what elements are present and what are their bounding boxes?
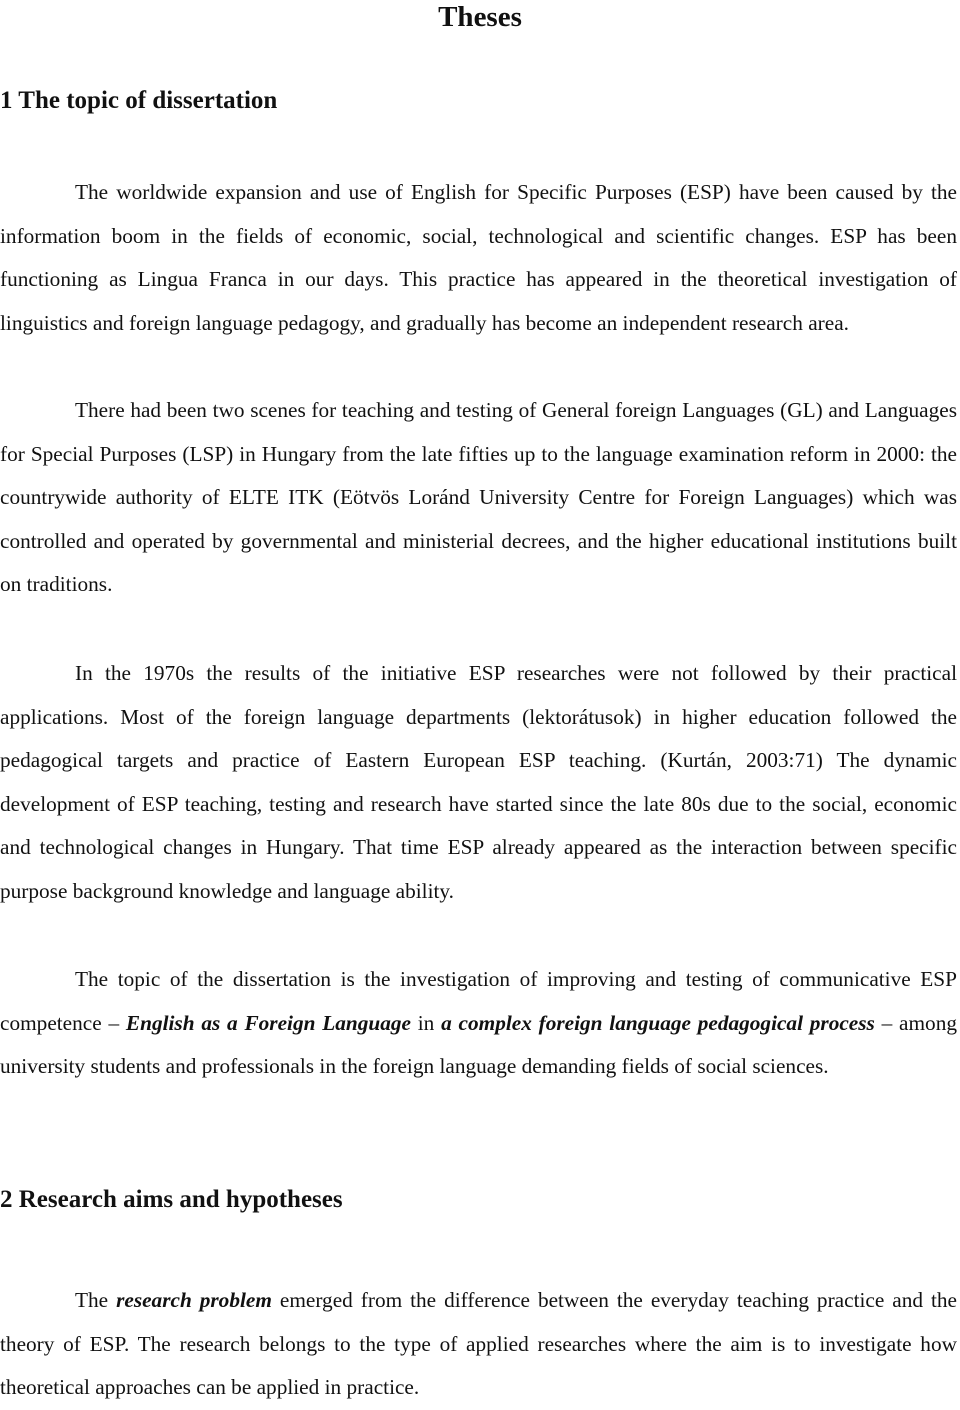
paragraph-dissertation-topic (0, 958, 957, 1089)
topic-emphasis-process: a complex foreign language pedagogical process (441, 1010, 875, 1035)
problem-text-2: emerged from the difference between the everyday teaching practice and the theory of ESP. The research belongs to the type of applied researches where the aim is to investigate how theoretical approaches can be applied in practice. (0, 1288, 957, 1400)
document-title: Theses (438, 1, 522, 33)
problem-text-1: The (75, 1288, 117, 1312)
topic-text-3: – among university students and professionals in the foreign language demanding fields of social sciences. (0, 1010, 957, 1079)
paragraph-esp-expansion: The worldwide expansion and use of English for Specific Purposes (ESP) have been caused by the information boom in the fields of economic, social, technological and scientific changes. ESP has been functioning as Lingua Franca in our days. This practice has appeared in the theoretical investigation of linguistics and foreign language pedagogy, and gradually has become an independent research area. (0, 180, 957, 335)
paragraph-1970s-research: In the 1970s the results of the initiative ESP researches were not followed by their practical applications. Most of the foreign language departments (lektorátusok) in higher education followed the pedagogical targets and practice of Eastern European ESP teaching. (Kurtán, 2003:71) The dynamic development of ESP teaching, testing and research have started since the late 80s due to the social, economic and technological changes in Hungary. That time ESP already appeared as the interaction between specific purpose background knowledge and language ability. (0, 661, 957, 903)
problem-emphasis: research problem (116, 1288, 272, 1312)
paragraph-teaching-scenes: There had been two scenes for teaching and testing of General foreign Languages (GL) and Languages for Special Purposes (LSP) in Hungary from the late fifties up to the language examination reform in 2000: the countrywide authority of ELTE ITK (Eötvös Loránd University Centre for Foreign Languages) which was controlled and operated by governmental and ministerial decrees, and the higher educational institutions built on traditions. (0, 398, 957, 597)
topic-text-2: in (410, 1010, 442, 1035)
section-1-heading: 1 The topic of dissertation (0, 87, 278, 114)
section-2-heading: 2 Research aims and hypotheses (0, 1186, 343, 1213)
topic-emphasis-efl: English as a Foreign Language (125, 1010, 411, 1035)
paragraph-research-problem (0, 1279, 957, 1410)
topic-text-1: The topic of the dissertation is the investigation of improving and testing of communicative ESP competence – (0, 967, 957, 1035)
